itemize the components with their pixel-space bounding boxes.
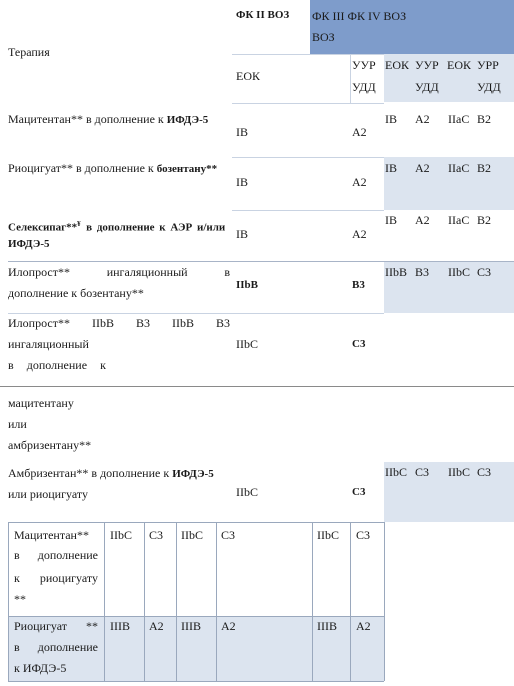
- grid-line: [8, 261, 514, 262]
- row1-fk2-uur: A2: [352, 125, 367, 139]
- row7-c5: IIbC: [317, 528, 339, 542]
- grid-line: [8, 681, 384, 682]
- row7-c6: C3: [356, 528, 371, 542]
- row8-therapy-line2: в дополнение: [14, 640, 98, 654]
- row4-therapy-line1: Илопрост** ингаляционный в: [8, 265, 230, 279]
- row7-c1: IIbC: [110, 528, 132, 542]
- page-break-line: [0, 386, 514, 387]
- row5-fk2-uur: C3: [352, 338, 366, 350]
- header-fk34-line1: ФК III ФК IV ВОЗ: [312, 9, 407, 23]
- grid-line: [8, 313, 384, 314]
- row8-therapy-line3: к ИФДЭ-5: [14, 661, 67, 675]
- row7-therapy-line3: к риоцигуату: [14, 571, 98, 585]
- row8-therapy-line1: Риоцигуат **: [14, 619, 98, 633]
- grid-line: [232, 157, 384, 158]
- row6-fk2-uur: C3: [352, 486, 366, 498]
- grid-line: [232, 210, 384, 211]
- header-sub-eok: ЕОК: [385, 58, 409, 72]
- row5-therapy-line1: Илопрост** IIbB B3 IIbB B3: [8, 316, 230, 330]
- header-therapy: Терапия: [8, 45, 50, 59]
- header-sub-uur: УУР: [415, 58, 439, 72]
- grid-line: [216, 522, 217, 681]
- row2-fk3-uur: A2: [415, 161, 430, 175]
- header-sub-urr: УРР: [477, 58, 499, 72]
- row5-therapy-line6: амбризентану**: [8, 438, 92, 452]
- row7-therapy-line4: **: [14, 592, 26, 606]
- header-sub-eok2: ЕОК: [447, 58, 471, 72]
- row1-fk4-uur: B2: [477, 112, 492, 126]
- row3-fk2-eok: IB: [236, 227, 248, 241]
- grid-line: [350, 54, 351, 103]
- row7-c3: IIbC: [181, 528, 203, 542]
- row2-fk4-uur: B2: [477, 161, 492, 175]
- row6-therapy-line1: Амбризентан** в дополнение к ИФДЭ-5: [8, 466, 214, 480]
- row1-fk3-eok: IB: [385, 112, 397, 126]
- row3-fk3-uur: A2: [415, 213, 430, 227]
- row3-fk2-uur: A2: [352, 227, 367, 241]
- row4-fk3-eok: IIbB: [385, 265, 407, 279]
- row6-fk2-eok: IIbC: [236, 485, 258, 499]
- row3-therapy-line2: ИФДЭ-5: [8, 238, 50, 250]
- row4-fk2-eok: IIbB: [236, 279, 259, 291]
- header-udd-1: УДД: [352, 80, 376, 94]
- row2-therapy: Риоцигуат** в дополнение к бозентану**: [8, 161, 218, 175]
- row5-therapy-line3: в дополнение к: [8, 358, 106, 372]
- row8-c6: A2: [356, 619, 371, 633]
- row5-therapy-line2: ингаляционный: [8, 337, 89, 351]
- row7-c4: C3: [221, 528, 236, 542]
- row2-fk4-eok: IIaC: [448, 161, 470, 175]
- row4-fk4-eok: IIbC: [448, 265, 470, 279]
- row4-fk2-uur: B3: [352, 279, 365, 291]
- row3-fk4-eok: IIaC: [448, 213, 470, 227]
- row4-fk4-uur: C3: [477, 265, 492, 279]
- grid-line: [144, 522, 145, 681]
- header-fk34-line2: ВОЗ: [312, 30, 335, 44]
- row3-therapy-line1: Селексипаг**¥ в дополнение к АЭР и/или: [8, 220, 226, 234]
- row8-c3: IIIB: [181, 619, 201, 633]
- header-eok: ЕОК: [236, 69, 260, 83]
- row6-therapy-line2: или риоцигуату: [8, 487, 88, 501]
- grid-line: [8, 616, 384, 617]
- row5-fk2-eok: IIbC: [236, 337, 258, 351]
- grid-line: [8, 522, 384, 523]
- row6-fk3-uur: C3: [415, 465, 430, 479]
- header-fk2: ФК II ВОЗ: [236, 9, 290, 21]
- row4-fk3-uur: B3: [415, 265, 430, 279]
- grid-line: [312, 522, 313, 681]
- row1-fk2-eok: IB: [236, 125, 248, 139]
- row5-therapy-line5: или: [8, 417, 27, 431]
- grid-line: [232, 103, 384, 104]
- row4-therapy-line2: дополнение к бозентану**: [8, 286, 144, 300]
- row1-fk3-uur: A2: [415, 112, 430, 126]
- grid-line: [232, 54, 384, 55]
- row7-c2: C3: [149, 528, 164, 542]
- row7-therapy-line1: Мацитентан**: [14, 528, 89, 542]
- grid-line: [8, 522, 9, 681]
- row2-fk3-eok: IB: [385, 161, 397, 175]
- grid-line: [384, 522, 385, 681]
- row8-c2: A2: [149, 619, 164, 633]
- row7-therapy-line2: в дополнение: [14, 548, 98, 562]
- grid-line: [350, 522, 351, 681]
- row8-c5: IIIB: [317, 619, 337, 633]
- row6-fk3-eok: IIbC: [385, 465, 407, 479]
- row8-c1: IIIB: [110, 619, 130, 633]
- row6-fk4-eok: IIbC: [448, 465, 470, 479]
- header-uur-1: УУР: [352, 58, 376, 72]
- row5-therapy-line4: мацитентану: [8, 396, 74, 410]
- grid-line: [104, 522, 105, 681]
- row8-c4: A2: [221, 619, 236, 633]
- row3-fk4-uur: B2: [477, 213, 492, 227]
- header-sub-udd: УДД: [415, 80, 439, 94]
- row2-fk2-uur: A2: [352, 175, 367, 189]
- row6-fk4-uur: C3: [477, 465, 492, 479]
- row1-fk4-eok: IIaC: [448, 112, 470, 126]
- header-sub-udd2: УДД: [477, 80, 501, 94]
- grid-line: [176, 522, 177, 681]
- row3-fk3-eok: IB: [385, 213, 397, 227]
- row2-fk2-eok: IB: [236, 175, 248, 189]
- row1-therapy: Мацитентан** в дополнение к ИФДЭ-5: [8, 112, 209, 126]
